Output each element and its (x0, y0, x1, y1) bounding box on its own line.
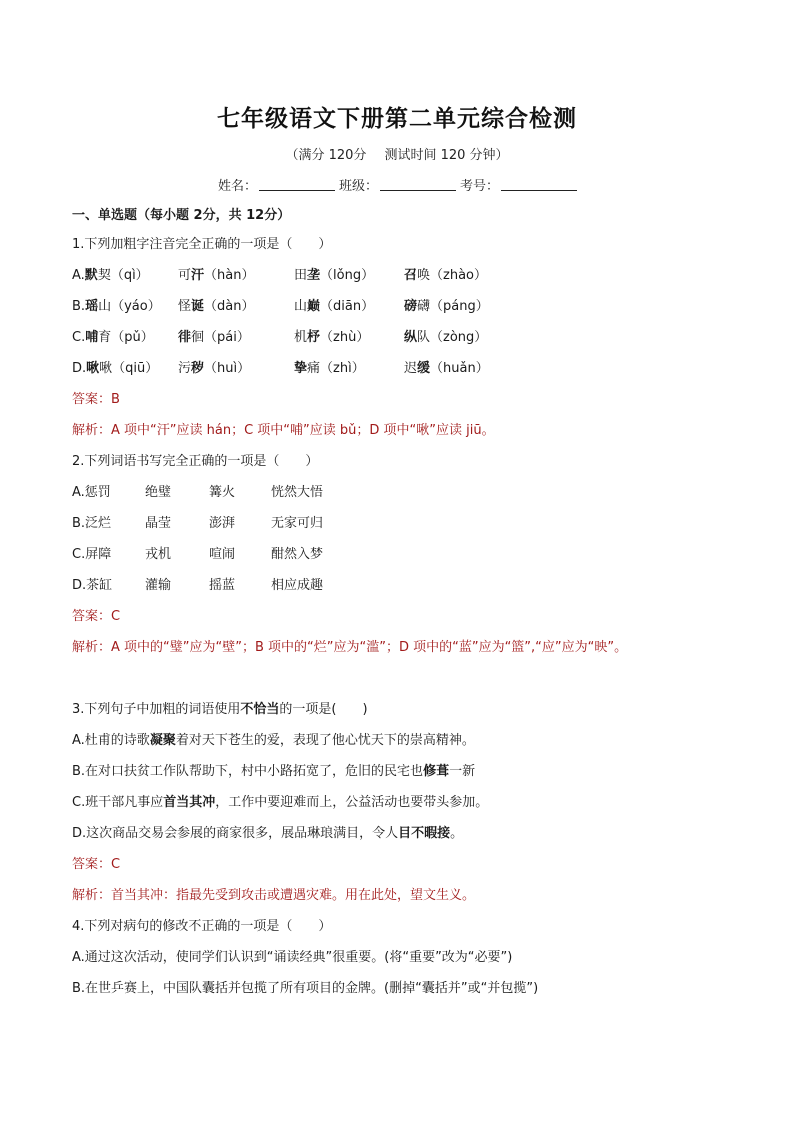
q3-option-d: D.这次商品交易会参展的商家很多，展品琳琅满目，令人目不暇接。 (72, 826, 464, 841)
q1-a-item3: 田垄（lǒng） (294, 268, 375, 283)
test-time: 测试时间 120 分钟） (384, 148, 509, 163)
q1-c-item2: 徘徊（pái） (178, 330, 250, 345)
q3-option-a: A.杜甫的诗歌凝聚着对天下苍生的爱，表现了他心忧天下的崇高精神。 (72, 733, 475, 748)
q3-explanation: 解析：首当其冲：指最先受到攻击或遭遇灾难。用在此处，望文生义。 (72, 888, 476, 903)
q1-c-item4: 纵队（zòng） (404, 330, 488, 345)
q3-option-b: B.在对口扶贫工作队帮助下，村中小路拓宽了，危旧的民宅也修葺一新 (72, 764, 476, 779)
q1-d-item4: 迟缓（huǎn） (404, 361, 489, 376)
q3-answer: 答案：C (72, 857, 121, 872)
student-info-line (218, 175, 581, 194)
name-blank[interactable] (259, 178, 335, 191)
q3-stem: 3.下列句子中加粗的词语使用不恰当的一项是( ) (72, 702, 368, 717)
q1-option-a (72, 266, 732, 297)
exam-content (72, 206, 732, 1010)
number-label: 考号： (460, 179, 500, 194)
q1-stem: 1.下列加粗字注音完全正确的一项是（ ） (72, 237, 332, 252)
full-score: （满分 120分 (285, 148, 367, 163)
q1-b-item2: 怪诞（dàn） (178, 299, 255, 314)
q1-c-item3: 机杼（zhù） (294, 330, 370, 345)
q1-b-item3: 山巅（diān） (294, 299, 375, 314)
section-heading: 一、单选题（每小题 2分，共 12分） (72, 208, 291, 223)
q1-option-c (72, 328, 732, 359)
page-title: 七年级语文下册第二单元综合检测 (217, 106, 577, 132)
q3-option-c: C.班干部凡事应首当其冲，工作中要迎难而上，公益活动也要带头参加。 (72, 795, 489, 810)
q2-explanation: 解析：A 项中的“璧”应为“壁”；B 项中的“烂”应为“滥”；D 项中的“蓝”应为“篮”,“应”应为“映”。 (72, 640, 628, 655)
q2-option-a: A.惩罚 绝璧 篝火 恍然大悟 (72, 485, 324, 500)
q1-a-item1: A.默契（qì） (72, 268, 149, 283)
q1-answer: 答案：B (72, 392, 120, 407)
q2-option-d: D.茶缸 灌输 摇蓝 相应成趣 (72, 578, 324, 593)
q1-d-item3: 挚痛（zhì） (294, 361, 365, 376)
q1-b-item4: 磅礴（páng） (404, 299, 489, 314)
q1-b-item1: B.瑶山（yáo） (72, 299, 161, 314)
q1-d-item1: D.啾啾（qiū） (72, 361, 159, 376)
q4-stem: 4.下列对病句的修改不正确的一项是（ ） (72, 919, 332, 934)
exam-meta (0, 144, 794, 163)
q2-answer: 答案：C (72, 609, 121, 624)
q1-a-item4: 召唤（zhào） (404, 268, 487, 283)
q4-option-a: A.通过这次活动，使同学们认识到“诵读经典”很重要。(将“重要”改为“必要”) (72, 950, 513, 965)
q2-option-b: B.泛烂 晶莹 澎湃 无家可归 (72, 516, 324, 531)
q1-explanation: 解析：A 项中“汗”应读 hán；C 项中“哺”应读 bǔ；D 项中“啾”应读 jiū。 (72, 423, 495, 438)
q1-option-d (72, 359, 732, 390)
q2-option-c: C.屏障 戎机 喧闹 酣然入梦 (72, 547, 324, 562)
name-label: 姓名： (218, 179, 258, 194)
q1-option-b (72, 297, 732, 328)
class-blank[interactable] (380, 178, 456, 191)
q2-stem: 2.下列词语书写完全正确的一项是（ ） (72, 454, 319, 469)
q1-d-item2: 污秽（huì） (178, 361, 251, 376)
number-blank[interactable] (501, 178, 577, 191)
class-label: 班级： (339, 179, 379, 194)
q1-c-item1: C.哺育（pǔ） (72, 330, 154, 345)
q1-a-item2: 可汗（hàn） (178, 268, 255, 283)
q4-option-b: B.在世乒赛上，中国队囊括并包揽了所有项目的金牌。(删掉“囊括并”或“并包揽”) (72, 981, 539, 996)
